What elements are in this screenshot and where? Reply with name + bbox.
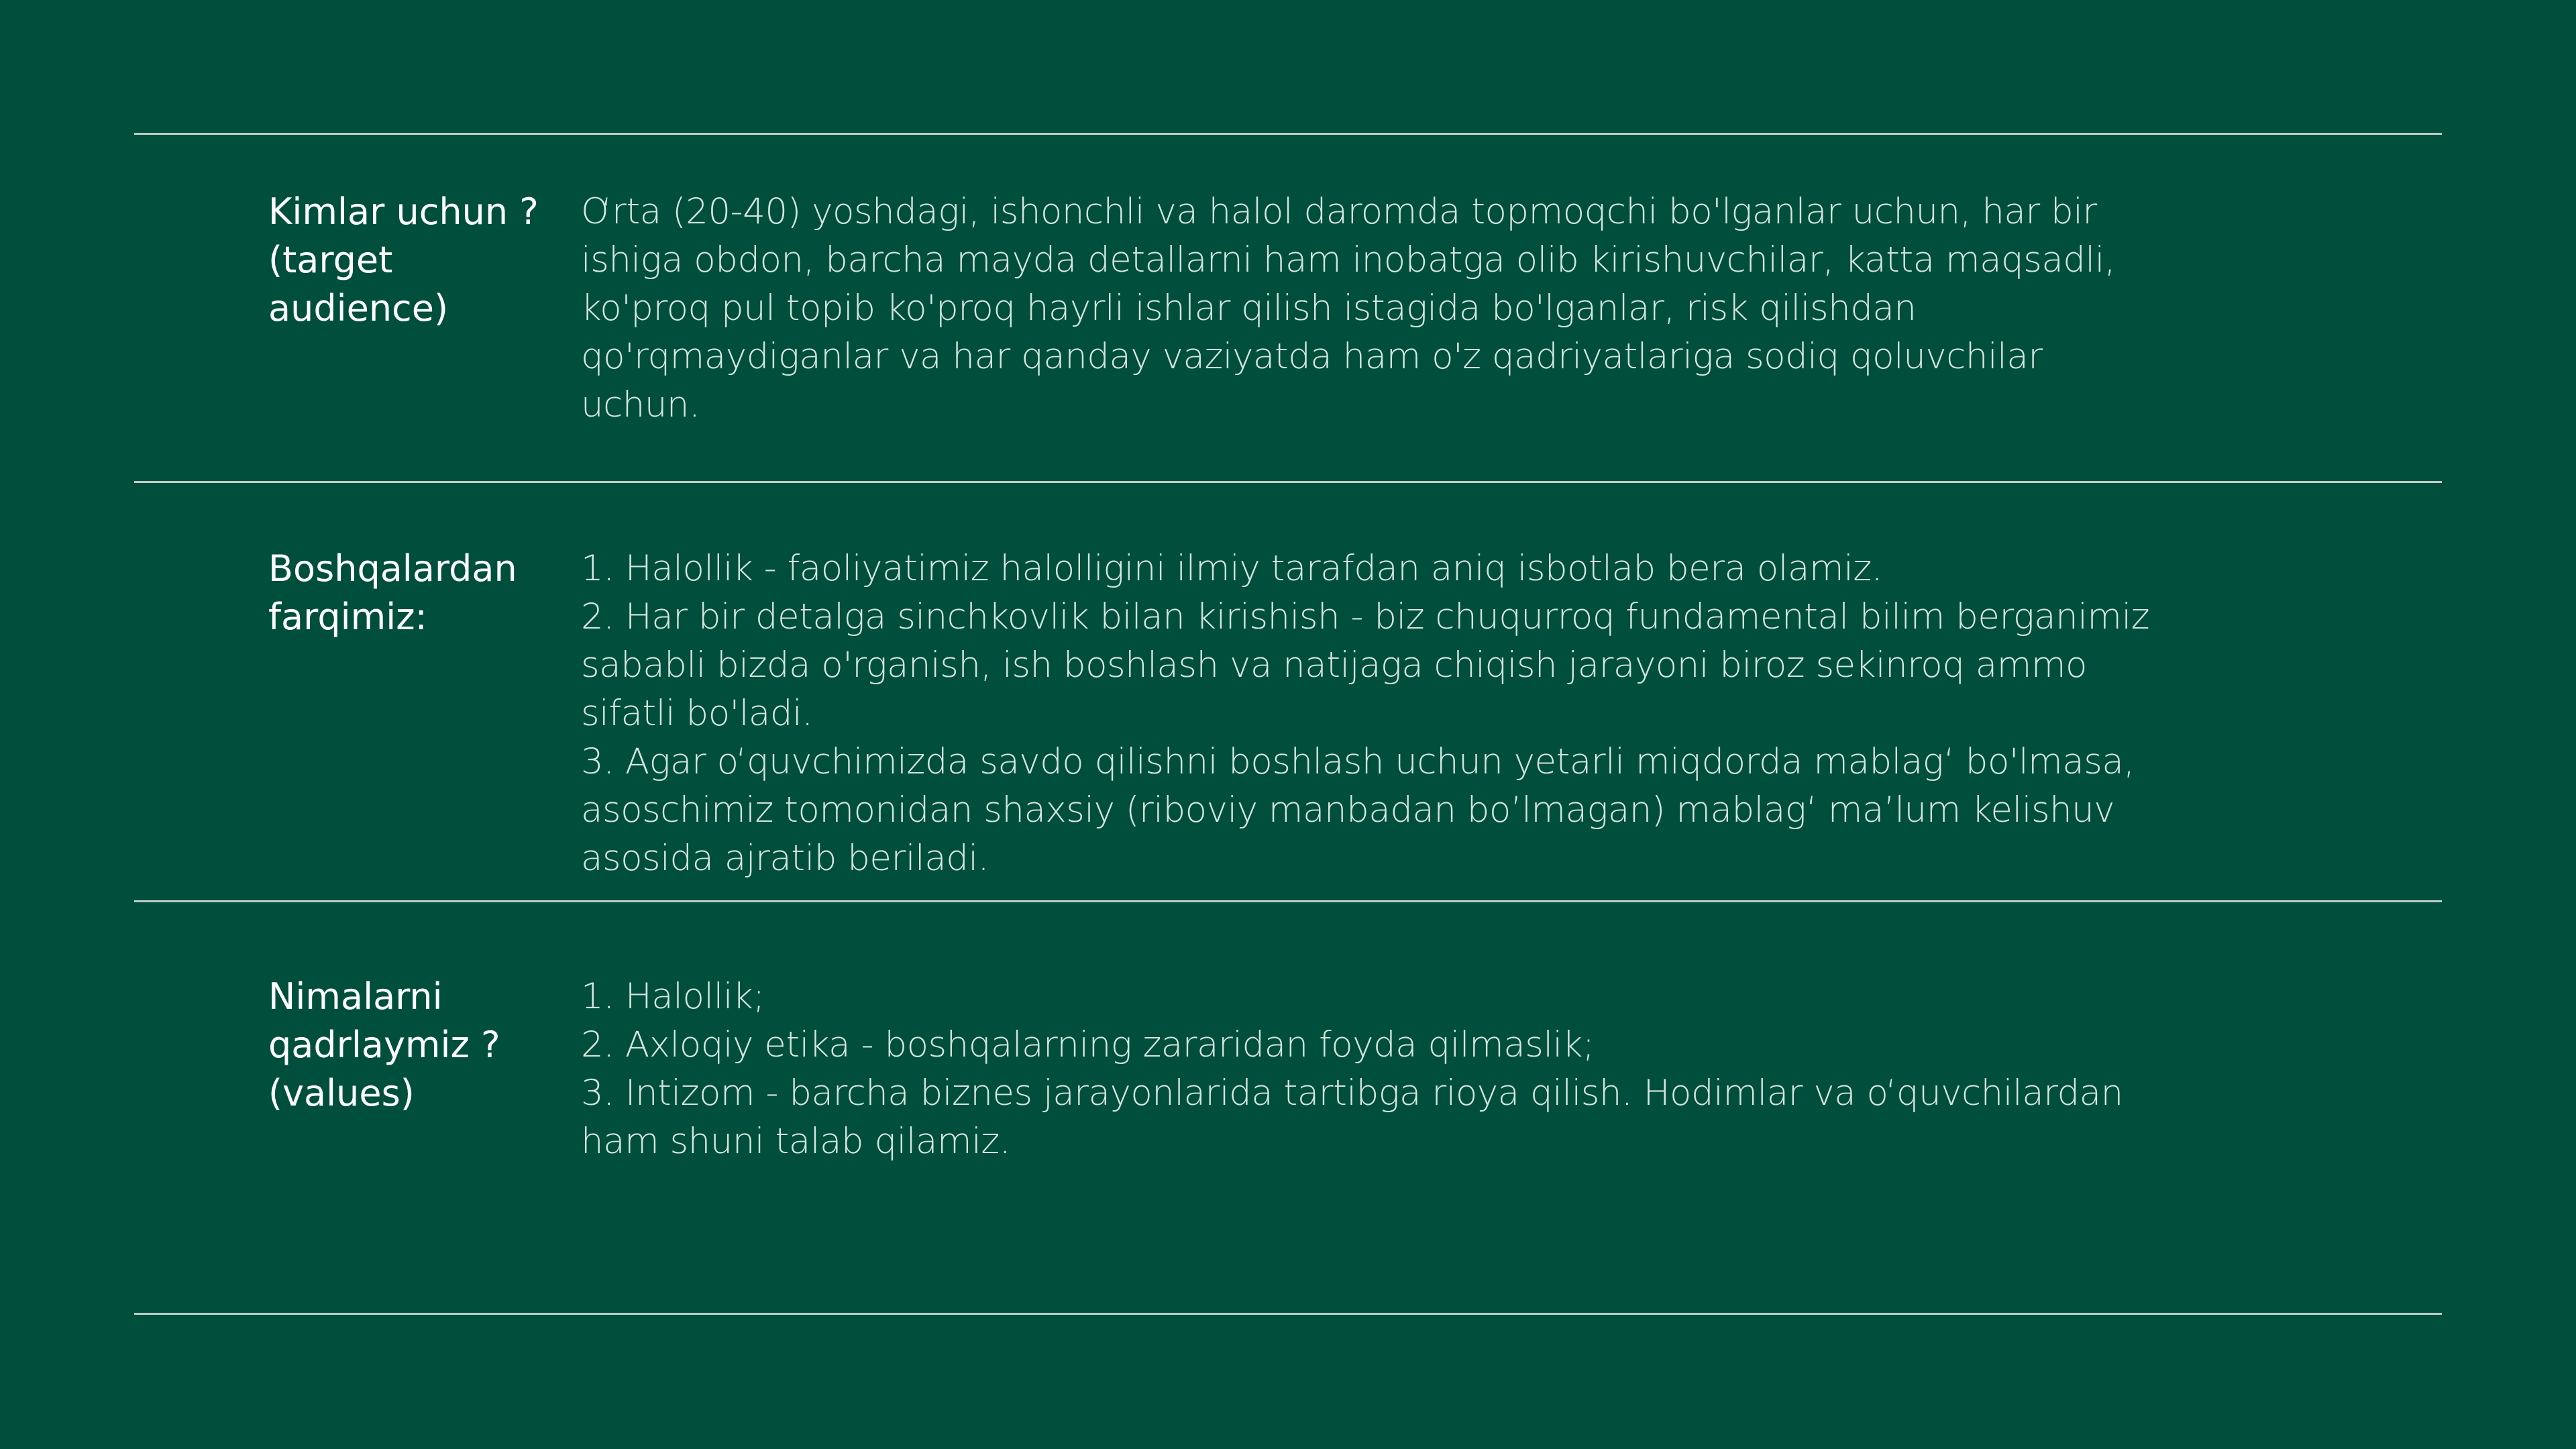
section-body <box>581 188 2298 429</box>
section-body <box>581 973 2298 1166</box>
section-label: Nimalarni qadrlaymiz ? (values) <box>268 975 500 1114</box>
body-line: 2. Axloqiy etika - boshqalarning zararidan foyda qilmaslik; <box>581 1024 1595 1065</box>
body-line: O‘rta (20-40) yoshdagi, ishonchli va halol daromda topmoqchi bo'lganlar uchun, har bir <box>581 191 2097 232</box>
section-label: Boshqalardan farqimiz: <box>268 547 517 638</box>
body-line: asoschimiz tomonidan shaxsiy (riboviy manbadan bo’lmagan) mablag‘ ma’lum kelishuv <box>581 790 2115 830</box>
divider-bottom <box>134 1313 2442 1315</box>
body-line: 1. Halollik - faoliyatimiz halolligini ilmiy tarafdan aniq isbotlab bera olamiz. <box>581 548 1882 589</box>
body-line: sifatli bo'ladi. <box>581 693 813 734</box>
body-line: ko'proq pul topib ko'proq hayrli ishlar qilish istagida bo'lganlar, risk qilishdan <box>581 288 1917 329</box>
section-label: Kimlar uchun ? (target audience) <box>268 191 539 329</box>
divider-1 <box>134 481 2442 483</box>
body-line: qo'rqmaydiganlar va har qanday vaziyatda ham o'z qadriyatlariga sodiq qoluvchilar <box>581 336 2043 377</box>
body-line: asosida ajratib beriladi. <box>581 838 989 879</box>
body-line: sababli bizda o'rganish, ish boshlash va natijaga chiqish jarayoni biroz sekinroq ammo <box>581 645 2087 686</box>
body-line: 3. Agar o‘quvchimizda savdo qilishni boshlash uchun yetarli miqdorda mablag‘ bo'lmasa, <box>581 741 2135 782</box>
body-line: ishiga obdon, barcha mayda detallarni ham inobatga olib kirishuvchilar, katta maqsadli, <box>581 239 2116 280</box>
body-line: 2. Har bir detalga sinchkovlik bilan kirishish - biz chuqurroq fundamental bilim berganimiz <box>581 596 2150 637</box>
body-line: ham shuni talab qilamiz. <box>581 1121 1011 1162</box>
divider-top <box>134 133 2442 135</box>
body-line: uchun. <box>581 384 700 425</box>
body-line: 3. Intizom - barcha biznes jarayonlarida tartibga rioya qilish. Hodimlar va o‘quvchilardan <box>581 1073 2123 1114</box>
body-line: 1. Halollik; <box>581 976 765 1017</box>
divider-2 <box>134 900 2442 902</box>
section-body <box>581 545 2298 883</box>
